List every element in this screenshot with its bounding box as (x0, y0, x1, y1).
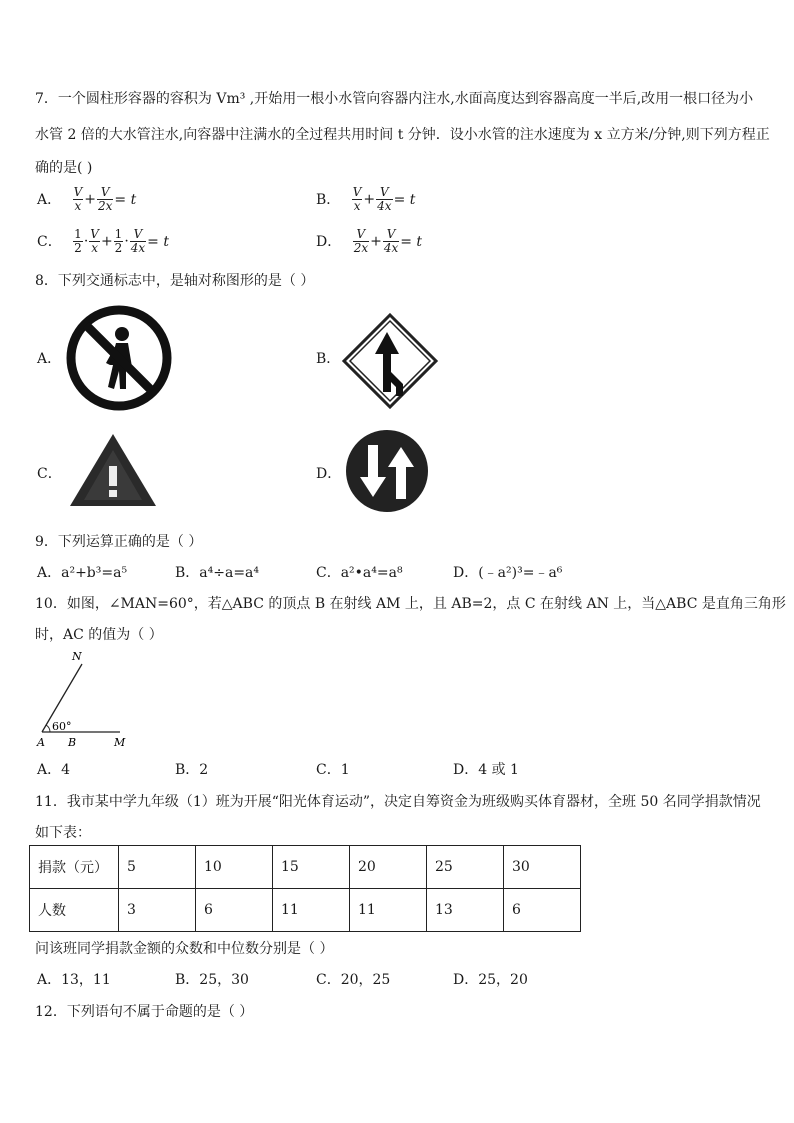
table-cell: 6 (196, 889, 273, 932)
table-cell: 30 (504, 846, 581, 889)
q8-label-c[interactable]: C． (37, 466, 62, 482)
donation-table (29, 845, 581, 932)
q7-option-b[interactable]: B． $\frac{V}{x}$ + $\frac{V}{4x}$ = t (316, 185, 416, 213)
q10-option-c[interactable]: C．1 (316, 762, 350, 778)
two-way-traffic-sign-icon (344, 429, 430, 513)
q7-line2: 水管 2 倍的大水管注水,向容器中注满水的全过程共用时间 t 分钟．设小水管的注水速度为 x 立方米/分钟,则下列方程正 (35, 127, 770, 143)
angle-figure (34, 646, 144, 752)
table-cell: 11 (273, 889, 350, 932)
warning-triangle-sign-icon (68, 432, 158, 508)
q10-option-b[interactable]: B．2 (175, 762, 209, 778)
q11-option-b[interactable]: B．25，30 (175, 972, 249, 988)
table-cell: 20 (350, 846, 427, 889)
q9-option-a[interactable]: A．a²+b³=a⁵ (37, 565, 128, 581)
q7-option-d[interactable]: D． $\frac{V}{2x}$ + $\frac{V}{4x}$ = t (316, 227, 423, 255)
q11-question: 问该班同学捐款金额的众数和中位数分别是（ ） (35, 941, 334, 957)
table-cell: 6 (504, 889, 581, 932)
table-row (30, 846, 581, 889)
point-a-label: A (37, 736, 45, 749)
q11-option-a[interactable]: A．13，11 (37, 972, 111, 988)
q8-label-b[interactable]: B． (316, 351, 341, 367)
q7-option-a[interactable]: A． $\frac{V}{x}$ + $\frac{V}{2x}$ = t (37, 185, 137, 213)
table-cell: 25 (427, 846, 504, 889)
no-pedestrian-sign-icon (66, 305, 172, 411)
table-cell: 3 (119, 889, 196, 932)
table-cell: 13 (427, 889, 504, 932)
q9-option-b[interactable]: B．a⁴÷a=a⁴ (175, 565, 260, 581)
point-n-label: N (72, 650, 82, 663)
table-cell: 10 (196, 846, 273, 889)
q7-option-c[interactable]: C． $\frac{1}{2}$ · $\frac{V}{x}$ + $\frac{1}{2}$ · $\frac{V}{4x}$ = t (37, 227, 169, 255)
table-cell: 捐款（元） (30, 846, 119, 889)
point-b-label: B (68, 736, 77, 749)
q11-option-c[interactable]: C．20，25 (316, 972, 391, 988)
q10-line2: 时，AC 的值为（ ） (35, 627, 163, 643)
table-cell: 15 (273, 846, 350, 889)
q7-line3: 确的是( ) (35, 160, 93, 176)
q8-label-d[interactable]: D． (316, 466, 342, 482)
table-cell: 5 (119, 846, 196, 889)
point-m-label: M (114, 736, 126, 749)
table-cell: 11 (350, 889, 427, 932)
q11-option-d[interactable]: D．25，20 (453, 972, 528, 988)
q9-option-c[interactable]: C．a²•a⁴=a⁸ (316, 565, 403, 581)
q7-line1: 7．一个圆柱形容器的容积为 Vm³ ,开始用一根小水管向容器内注水,水面高度达到容器高度一半后,改用一根口径为小 (35, 91, 754, 107)
table-row (30, 889, 581, 932)
q8-question: 8．下列交通标志中，是轴对称图形的是（ ） (35, 273, 315, 289)
q10-option-d[interactable]: D．4 或 1 (453, 762, 519, 778)
q12-question: 12．下列语句不属于命题的是（ ） (35, 1004, 254, 1020)
q9-option-d[interactable]: D．(﹣a²)³=﹣a⁶ (453, 565, 563, 581)
q11-line1: 11．我市某中学九年级（1）班为开展“阳光体育运动”，决定自筹资金为班级购买体育器材，全班 50 名同学捐款情况 (35, 794, 761, 810)
q10-line1: 10．如图，∠MAN=60°，若△ABC 的顶点 B 在射线 AM 上，且 AB=2，点 C 在射线 AN 上，当△ABC 是直角三角形 (35, 596, 786, 612)
angle-label: 60° (52, 720, 72, 733)
table-cell: 人数 (30, 889, 119, 932)
q9-question: 9．下列运算正确的是（ ） (35, 534, 203, 550)
q8-label-a[interactable]: A． (37, 351, 62, 367)
q10-option-a[interactable]: A．4 (37, 762, 71, 778)
merge-lane-sign-icon (341, 312, 439, 410)
q11-line2: 如下表： (35, 825, 91, 841)
